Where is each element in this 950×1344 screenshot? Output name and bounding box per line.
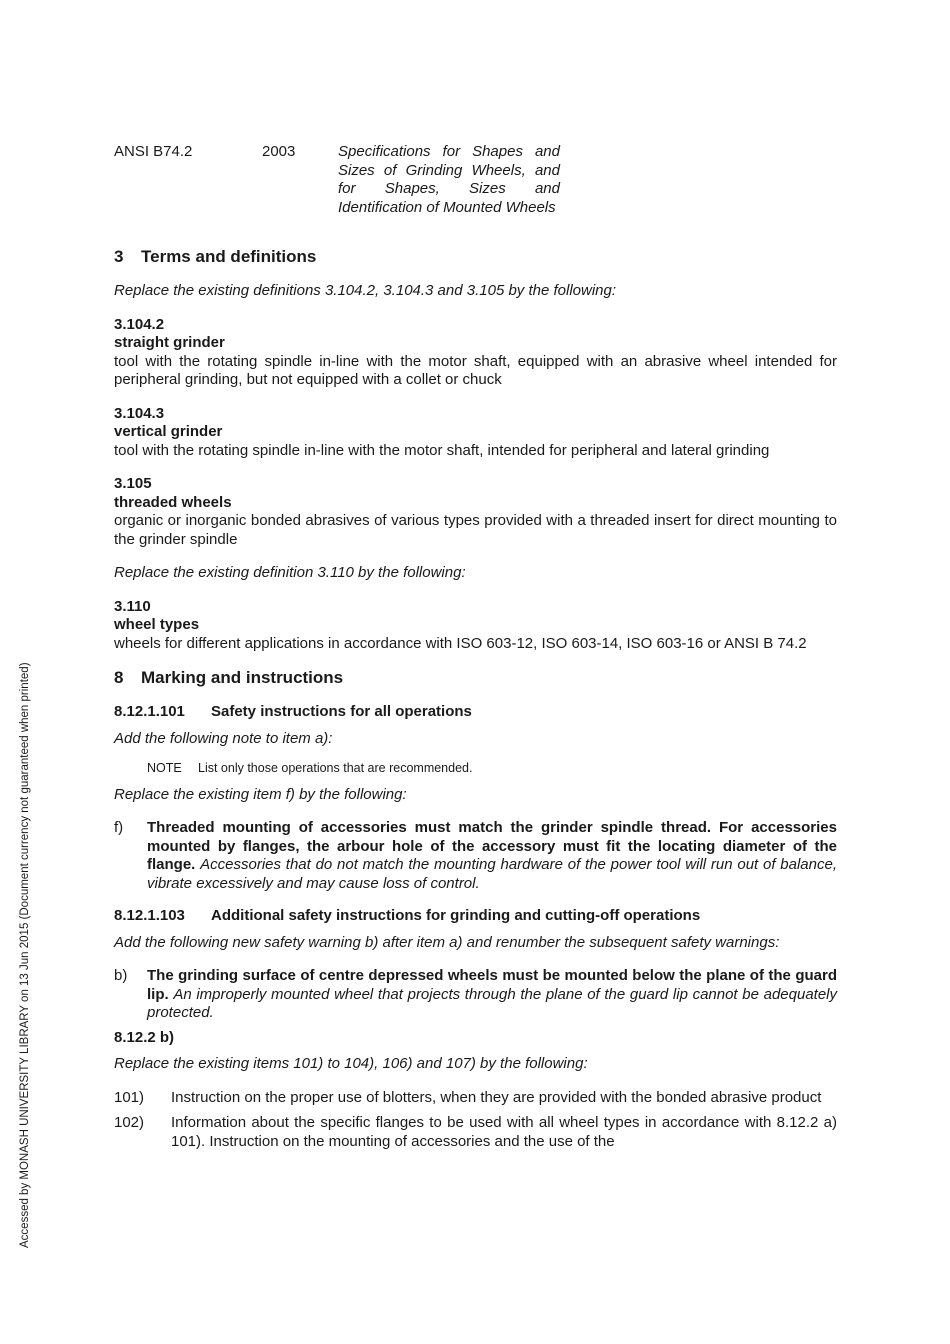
term-name: straight grinder [114,334,225,351]
instruction: Add the following new safety warning b) after item a) and renumber the subsequent safety warnings: [114,933,780,951]
item-text [147,819,837,893]
term-entry [114,405,837,461]
term-number: 3.105 [114,475,152,492]
section-title: Terms and definitions [141,247,317,266]
list-item [114,967,837,1023]
section-8-heading [114,668,837,688]
term-number: 3.110 [114,597,151,615]
term-definition: wheels for different applications in accordance with ISO 603-12, ISO 603-14, ISO 603-16 or ANSI B 74.2 [114,634,807,652]
item-text: Instruction on the proper use of blotters, when they are provided with the bonded abrasive product [171,1088,822,1106]
subclause-number: 8.12.1.101 [114,703,185,720]
term-definition: organic or inorganic bonded abrasives of various types provided with a threaded insert for direct mounting to the grinder spindle [114,512,837,548]
access-watermark: Accessed by MONASH UNIVERSITY LIBRARY on 13 Jun 2015 (Document currency not guaranteed when printed) [19,662,31,1248]
subclause-heading [114,1029,837,1048]
subclause-number: 8.12.1.103 [114,907,185,924]
reference-code: ANSI B74.2 [114,143,193,160]
item-italic-text: Accessories that do not match the mounting hardware of the power tool will run out of balance, vibrate excessively and may cause loss of control. [147,856,837,892]
item-bold-text: The grinding surface of centre depressed wheels must be mounted below the plane of the guard lip. [147,967,837,1003]
item-text [147,967,837,1023]
item-marker: 102) [114,1114,145,1131]
term-name: wheel types [114,616,200,633]
item-marker: 101) [114,1088,145,1106]
instruction: Replace the existing definitions 3.104.2, 3.104.3 and 3.105 by the following: [114,282,617,299]
list-item [114,1089,837,1108]
item-bold-text: Threaded mounting of accessories must match the grinder spindle thread. For accessories mounted by flanges, the arbour hole of the accessory must fit the locating diameter of the flange. [147,819,837,873]
list-item [114,819,837,893]
term-entry [114,475,837,549]
instruction: Add the following note to item a): [114,729,333,747]
section-number: 8 [114,668,124,687]
subclause-title: Additional safety instructions for grinding and cutting-off operations [211,907,701,924]
term-number: 3.104.3 [114,404,165,422]
item-marker: f) [114,819,124,836]
section-title: Marking and instructions [141,668,344,687]
instruction: Replace the existing definition 3.110 by the following: [114,564,466,581]
term-entry [114,598,837,654]
list-item [114,1114,837,1151]
subclause-title: Safety instructions for all operations [211,703,472,720]
note [147,759,837,778]
item-marker: b) [114,967,128,984]
term-definition: tool with the rotating spindle in-line with the motor shaft, equipped with an abrasive wheel intended for peripheral grinding, but not equipped with a collet or chuck [114,352,837,388]
item-italic-text: An improperly mounted wheel that projects through the plane of the guard lip cannot be adequately protected. [147,985,838,1021]
document-page [114,143,837,1158]
instruction: Replace the existing item f) by the following: [114,785,407,803]
subclause-heading [114,703,837,722]
note-label: NOTE [147,761,182,775]
term-name: vertical grinder [114,423,223,440]
term-definition: tool with the rotating spindle in-line with the motor shaft, intended for peripheral and lateral grinding [114,441,770,459]
item-text: Information about the specific flanges to be used with all wheel types in accordance with 8.12.2 a) 101). Instruction on the mounting of accessories and the use of the [171,1114,837,1150]
reference-entry [114,143,837,217]
term-entry [114,316,837,390]
subclause-number: 8.12.2 b) [114,1028,175,1046]
instruction: Replace the existing items 101) to 104), 106) and 107) by the following: [114,1055,588,1072]
note-text: List only those operations that are recommended. [198,761,473,775]
term-name: threaded wheels [114,493,232,511]
section-3-heading [114,247,837,267]
reference-year: 2003 [262,143,296,160]
section-number: 3 [114,247,124,266]
subclause-heading [114,907,837,926]
term-number: 3.104.2 [114,315,165,333]
reference-title: Specifications for Shapes and Sizes of Grinding Wheels, and for Shapes, Sizes and Identification of Mounted Wheels [338,143,560,216]
